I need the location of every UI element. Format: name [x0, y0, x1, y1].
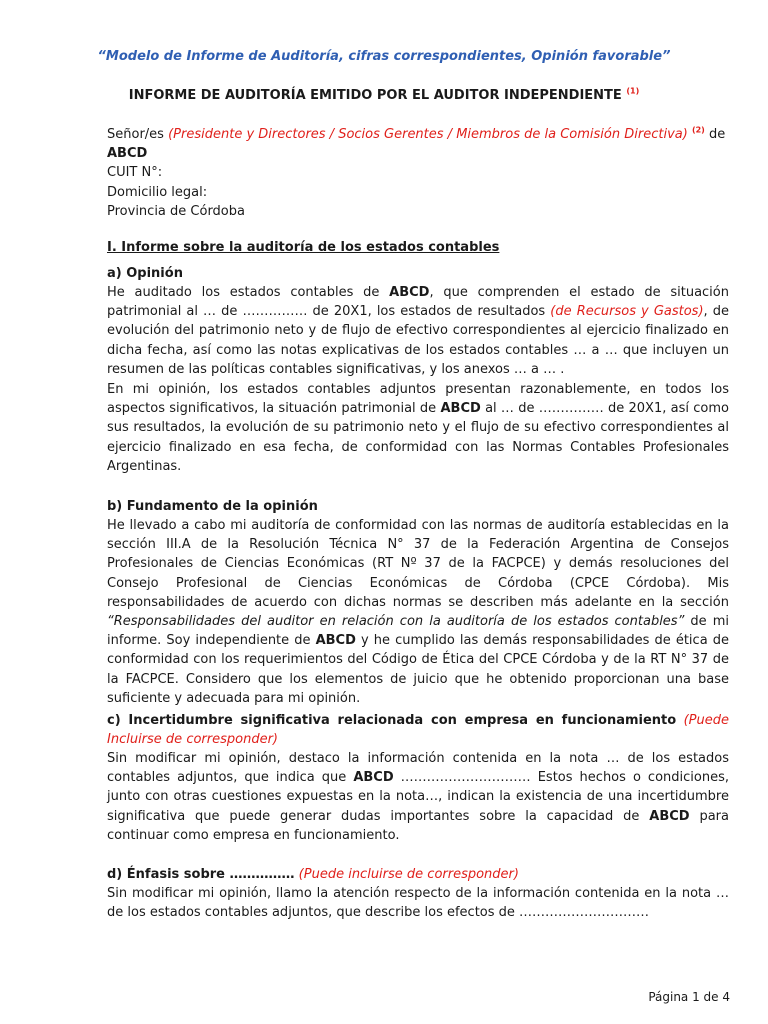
- entity-name: ABCD: [107, 146, 148, 162]
- opinion-p1-text: He auditado los estados contables de: [107, 285, 380, 300]
- opinion-p1-note: (de Recursos y Gastos): [550, 304, 704, 320]
- fundamento-paragraph: [107, 516, 729, 708]
- opinion-p2-text-2: al … de …………… de 20X1, así como sus resultados, la evolución de su patrimonio neto y el flujo de su efectivo correspondientes al ejercicio finalizado en esa fecha, de conformidad con las Normas Contables Profesionales Argentinas.: [107, 401, 729, 474]
- addressee-footnote-ref: (2): [691, 125, 705, 135]
- opinion-p1-entity: ABCD: [389, 285, 430, 300]
- incertidumbre-entity: ABCD: [353, 770, 394, 786]
- incertidumbre-heading-block: [107, 711, 729, 749]
- opinion-p2-text: En mi opinión, los estados contables adjuntos presentan razonablemente, en todos los aspectos significativos, la situación patrimonial de: [107, 382, 729, 417]
- document-title: [0, 86, 768, 105]
- title-footnote-ref: (1): [626, 86, 640, 96]
- opinion-p1-text-3: , de evolución del patrimonio neto y de flujo de efectivo correspondientes al ejercicio finalizado en dicha fecha, así como las notas explicativas de los estados contables … a … que incluyen un resumen de las políticas contables significativas, y los anexos … a … .: [107, 304, 729, 377]
- incertidumbre-note: (Puede Incluirse de corresponder): [107, 713, 729, 748]
- fundamento-entity: ABCD: [315, 633, 356, 649]
- enfasis-paragraph: Sin modificar mi opinión, llamo la atención respecto de la información contenida en la nota … de los estados contables adjuntos, que describe los efectos de …………………………: [107, 886, 729, 921]
- page-number: Página 1 de 4: [648, 990, 730, 1004]
- section-1-title: I. Informe sobre la auditoría de los estados contables: [107, 240, 500, 255]
- cuit-line: CUIT N°:: [107, 165, 163, 181]
- fundamento-heading: b) Fundamento de la opinión: [107, 499, 318, 514]
- fundamento-text: He llevado a cabo mi auditoría de conformidad con las normas de auditoría establecidas en la sección III.A de la Resolución Técnica N° 37 de la Federación Argentina de Consejos Profesionales de Ciencias Económicas (RT Nº 37 de la FACPCE) y demás resoluciones del Consejo Profesional de Ciencias Económicas de Córdoba (CPCE Córdoba). Mis responsabilidades de acuerdo con dichas normas se describen más adelante en la sección: [107, 518, 729, 610]
- enfasis-heading: d) Énfasis sobre ……………: [107, 867, 295, 882]
- addressee-options: (Presidente y Directores / Socios Gerentes / Miembros de la Comisión Directiva): [168, 127, 688, 142]
- fundamento-text-3: y he cumplido las demás responsabilidades de ética de conformidad con los requerimientos del Código de Ética del CPCE Córdoba y de la RT N° 37 de la FACPCE. Considero que los elementos de juicio que he obtenido proporcionan una base suficiente y adecuada para mi opinión.: [107, 633, 729, 706]
- incertidumbre-heading: c) Incertidumbre significativa relacionada con empresa en funcionamiento: [107, 713, 677, 728]
- enfasis-note: (Puede incluirse de corresponder): [298, 867, 519, 882]
- enfasis-heading-block: [107, 865, 729, 884]
- opinion-paragraph-2: [107, 380, 729, 476]
- provincia-line: Provincia de Córdoba: [107, 203, 245, 219]
- fundamento-text-2: de mi informe. Soy independiente de: [107, 614, 729, 649]
- addressee-block: [107, 125, 729, 221]
- document-subtitle: “Modelo de Informe de Auditoría, cifras correspondientes, Opinión favorable”: [97, 49, 671, 64]
- opinion-p1-text-2: , que comprenden el estado de situación patrimonial al … de …………… de 20X1, los estados de resultados: [107, 285, 729, 320]
- incertidumbre-entity-2: ABCD: [649, 808, 690, 824]
- fundamento-quote: “Responsabilidades del auditor en relación con la auditoría de los estados contables”: [107, 614, 685, 630]
- incertidumbre-text: Sin modificar mi opinión, destaco la información contenida en la nota … de los estados contables adjuntos, que indica que: [107, 751, 729, 786]
- addressee-line: [107, 125, 729, 144]
- addressee-suffix: de: [708, 127, 726, 142]
- title-text: INFORME DE AUDITORÍA EMITIDO POR EL AUDITOR INDEPENDIENTE: [128, 88, 622, 103]
- domicilio-line: Domicilio legal:: [107, 184, 208, 200]
- opinion-heading: a) Opinión: [107, 266, 183, 281]
- opinion-paragraph-1: [107, 283, 729, 379]
- incertidumbre-paragraph: [107, 749, 729, 845]
- incertidumbre-text-3: para continuar como empresa en funcionamiento.: [107, 808, 729, 843]
- incertidumbre-text-2: ………………………… Estos hechos o condiciones, junto con otras cuestiones expuestas en la nota…, indican la existencia de una incertidumbre significativa que puede generar dudas importantes sobre la capacidad de: [107, 770, 729, 824]
- opinion-p2-entity: ABCD: [440, 401, 481, 417]
- addressee-prefix: Señor/es: [107, 127, 164, 142]
